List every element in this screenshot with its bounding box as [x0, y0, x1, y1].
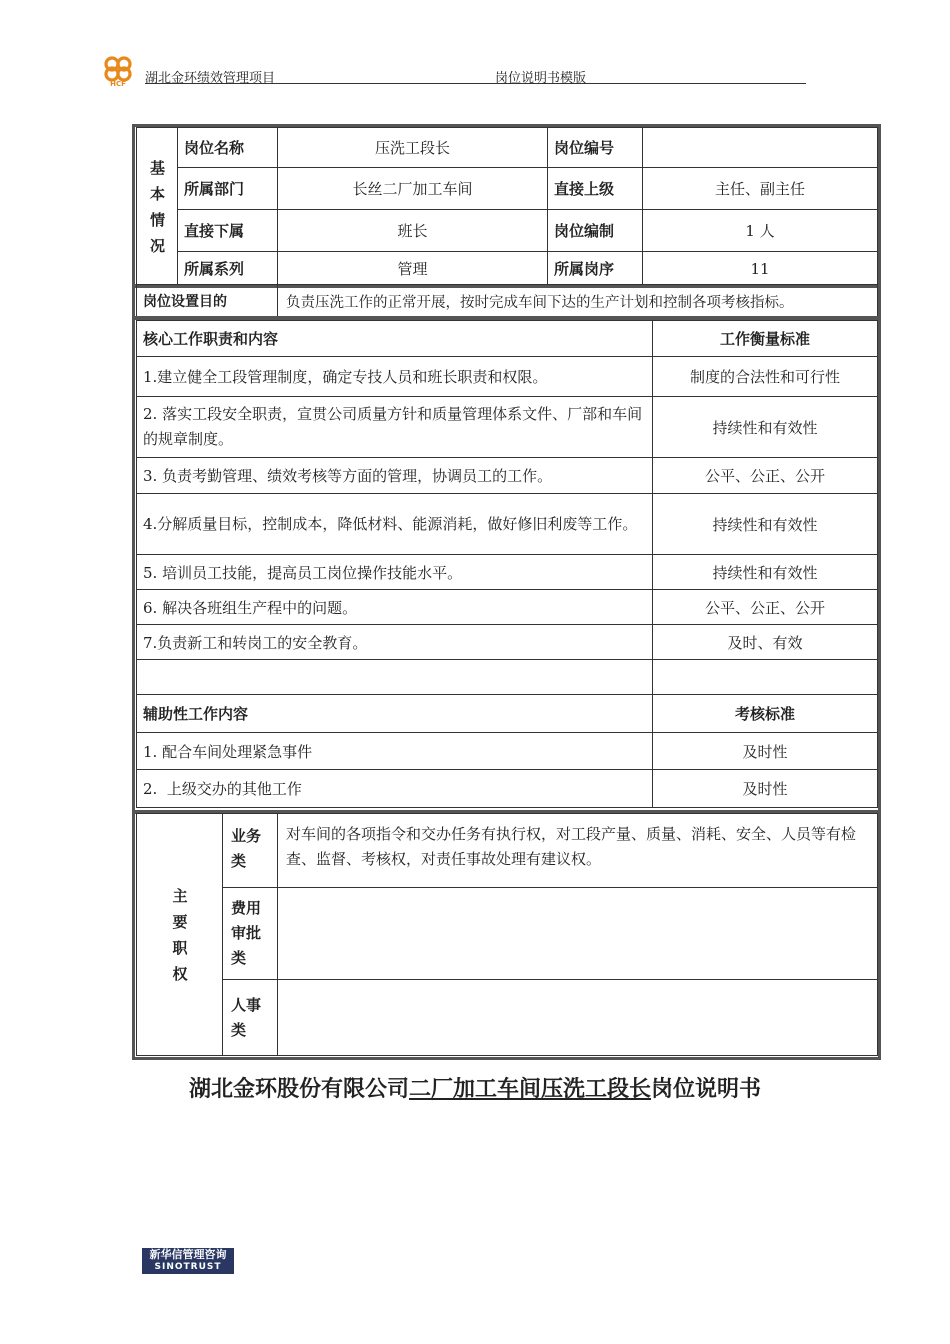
value-headcount: 1 人 [643, 210, 878, 252]
label-position-name: 岗位名称 [178, 128, 278, 168]
core-header: 核心工作职责和内容 [137, 321, 653, 357]
document-title [0, 1072, 950, 1103]
label-direct-superior: 直接上级 [548, 168, 643, 210]
title-suffix: 岗位说明书 [651, 1077, 762, 1102]
aux-std-1: 及时性 [653, 733, 878, 770]
svg-text:HCF: HCF [110, 80, 126, 87]
sinotrust-logo [142, 1248, 234, 1274]
core-std-empty [653, 660, 878, 695]
value-position-name: 压洗工段长 [278, 128, 548, 168]
authority-table [136, 813, 878, 1056]
aux-item-2: 2. 上级交办的其他工作 [137, 770, 653, 808]
header-project-name: 湖北金环绩效管理项目 [145, 71, 276, 86]
hcf-logo-icon [100, 55, 140, 87]
core-item-4: 4.分解质量目标，控制成本，降低材料、能源消耗，做好修旧利废等工作。 [137, 494, 653, 555]
basic-info-table [136, 127, 878, 286]
label-department: 所属部门 [178, 168, 278, 210]
label-position-id: 岗位编号 [548, 128, 643, 168]
core-item-2: 2. 落实工段安全职责，宣贯公司质量方针和质量管理体系文件、厂部和车间的规章制度。 [137, 397, 653, 458]
label-headcount: 岗位编制 [548, 210, 643, 252]
value-rank: 11 [643, 252, 878, 286]
value-direct-superior: 主任、副主任 [643, 168, 878, 210]
label-subordinates: 直接下属 [178, 210, 278, 252]
value-series: 管理 [278, 252, 548, 286]
core-std-5: 持续性和有效性 [653, 555, 878, 590]
authority-business-label: 业务类 [223, 814, 278, 888]
authority-expense-label: 费用审批类 [223, 888, 278, 980]
authority-expense-text [278, 888, 878, 980]
sinotrust-en: SINOTRUST [154, 1262, 222, 1272]
label-series: 所属系列 [178, 252, 278, 286]
page-header [100, 55, 806, 87]
purpose-label: 岗位设置目的 [137, 285, 278, 318]
label-rank: 所属岗序 [548, 252, 643, 286]
core-item-7: 7.负责新工和转岗工的安全教育。 [137, 625, 653, 660]
purpose-table [136, 284, 878, 318]
core-std-2: 持续性和有效性 [653, 397, 878, 458]
aux-standard-header: 考核标准 [653, 695, 878, 733]
authority-section-label: 主要职权 [137, 814, 223, 1056]
core-std-1: 制度的合法性和可行性 [653, 357, 878, 397]
purpose-text: 负责压洗工作的正常开展，按时完成车间下达的生产计划和控制各项考核指标。 [278, 285, 878, 318]
title-company: 湖北金环股份有限公司 [188, 1077, 409, 1102]
title-position: 二厂加工车间压洗工段长 [408, 1077, 651, 1102]
basic-section-label: 基本情况 [137, 128, 178, 286]
authority-business-text: 对车间的各项指令和交办任务有执行权，对工段产量、质量、消耗、安全、人员等有检查、监督、考核权，对责任事故处理有建议权。 [278, 814, 878, 888]
value-position-id [643, 128, 878, 168]
core-standard-header: 工作衡量标准 [653, 321, 878, 357]
header-template-name: 岗位说明书模版 [495, 71, 587, 86]
value-department: 长丝二厂加工车间 [278, 168, 548, 210]
header-divider [145, 83, 806, 84]
core-std-4: 持续性和有效性 [653, 494, 878, 555]
authority-personnel-text [278, 980, 878, 1056]
aux-std-2: 及时性 [653, 770, 878, 808]
value-subordinates: 班长 [278, 210, 548, 252]
core-std-6: 公平、公正、公开 [653, 590, 878, 625]
aux-item-1: 1. 配合车间处理紧急事件 [137, 733, 653, 770]
core-std-7: 及时、有效 [653, 625, 878, 660]
authority-personnel-label: 人事类 [223, 980, 278, 1056]
core-item-3: 3. 负责考勤管理、绩效考核等方面的管理，协调员工的工作。 [137, 458, 653, 494]
core-item-5: 5. 培训员工技能，提高员工岗位操作技能水平。 [137, 555, 653, 590]
core-item-1: 1.建立健全工段管理制度，确定专技人员和班长职责和权限。 [137, 357, 653, 397]
core-item-6: 6. 解决各班组生产程中的问题。 [137, 590, 653, 625]
aux-header: 辅助性工作内容 [137, 695, 653, 733]
core-item-empty [137, 660, 653, 695]
core-std-3: 公平、公正、公开 [653, 458, 878, 494]
sinotrust-cn: 新华信管理咨询 [149, 1248, 227, 1261]
duties-table [136, 320, 878, 808]
